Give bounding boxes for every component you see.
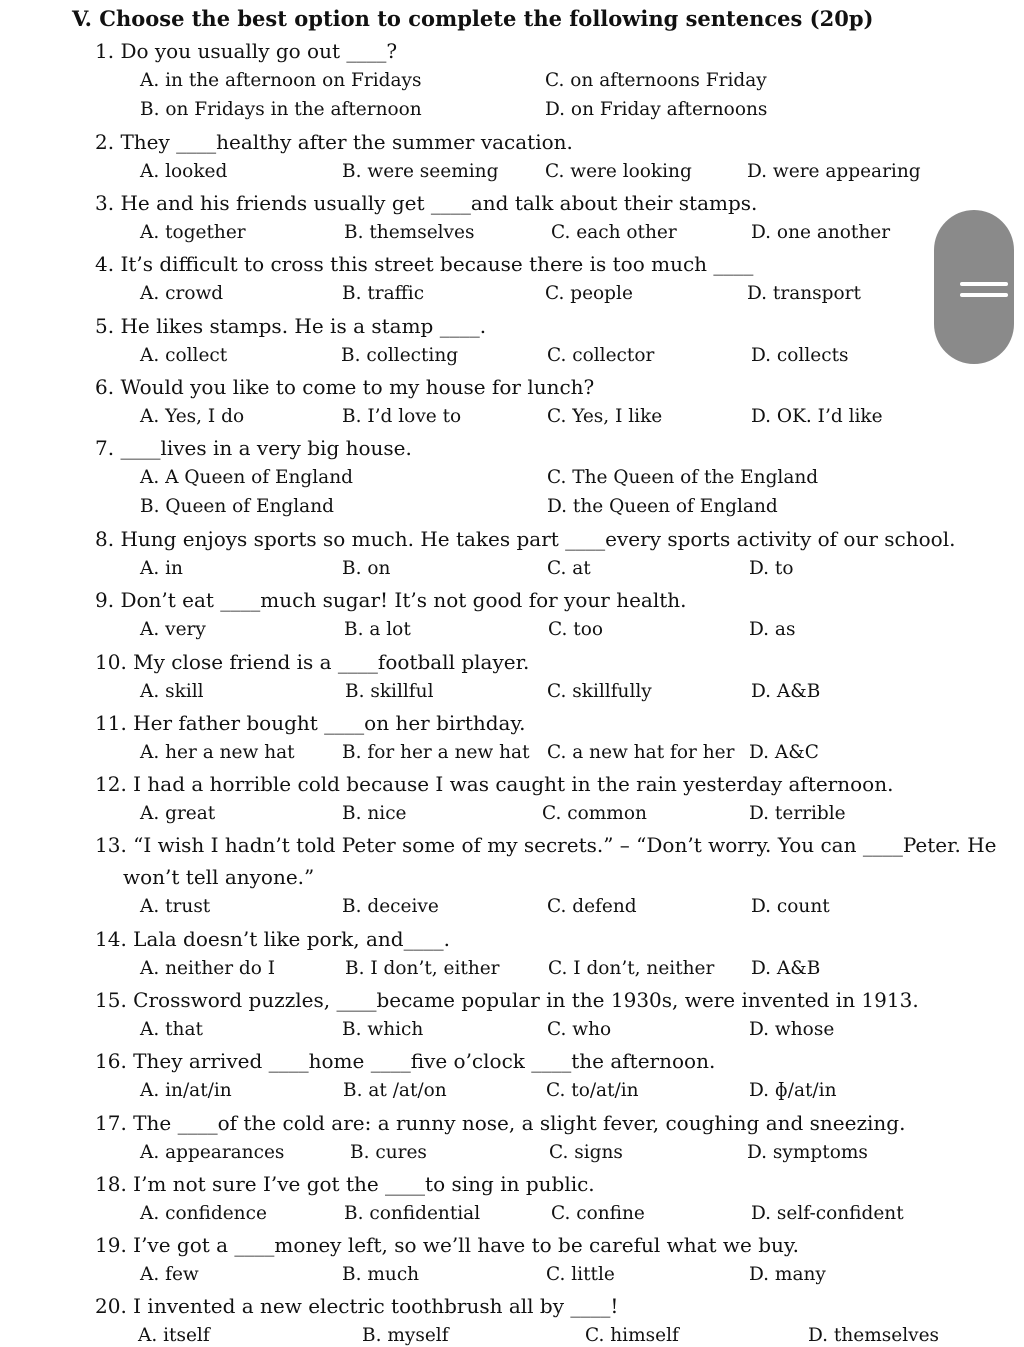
- q12-option-a[interactable]: A. great: [140, 803, 216, 824]
- q17-option-c[interactable]: C. signs: [549, 1142, 623, 1163]
- q2-option-a[interactable]: A. looked: [140, 161, 228, 182]
- question-12: 12. I had a horrible cold because I was caught in the rain yesterday afternoon.: [95, 772, 894, 796]
- q20-option-d[interactable]: D. themselves: [808, 1325, 940, 1346]
- question-10: 10. My close friend is a ____football player.: [95, 650, 530, 674]
- q18-option-b[interactable]: B. confidential: [344, 1203, 481, 1224]
- section-title: V. Choose the best option to complete the following sentences (20p): [72, 6, 874, 31]
- q20-option-c[interactable]: C. himself: [585, 1325, 679, 1346]
- q7-option-b[interactable]: B. Queen of England: [140, 496, 334, 517]
- q10-option-d[interactable]: D. A&B: [751, 681, 821, 702]
- q3-option-c[interactable]: C. each other: [551, 222, 677, 243]
- q9-option-a[interactable]: A. very: [140, 619, 206, 640]
- q8-option-b[interactable]: B. on: [342, 558, 391, 579]
- q13-option-d[interactable]: D. count: [751, 896, 830, 917]
- q5-option-c[interactable]: C. collector: [547, 345, 655, 366]
- q17-option-b[interactable]: B. cures: [350, 1142, 427, 1163]
- q4-option-c[interactable]: C. people: [545, 283, 633, 304]
- question-17: 17. The ____of the cold are: a runny nose, a slight fever, coughing and sneezing.: [95, 1111, 906, 1135]
- question-11: 11. Her father bought ____on her birthday.: [95, 711, 526, 735]
- question-13: 13. “I wish I hadn’t told Peter some of my secrets.” – “Don’t worry. You can ____Peter. He: [95, 833, 997, 857]
- question-2: 2. They ____healthy after the summer vacation.: [95, 130, 573, 154]
- q8-option-a[interactable]: A. in: [140, 558, 183, 579]
- q8-option-d[interactable]: D. to: [749, 558, 794, 579]
- q6-option-b[interactable]: B. I’d love to: [342, 406, 462, 427]
- question-7: 7. ____lives in a very big house.: [95, 436, 412, 460]
- q19-option-a[interactable]: A. few: [140, 1264, 199, 1285]
- question-5: 5. He likes stamps. He is a stamp ____.: [95, 314, 487, 338]
- drag-handle-grip-icon: [960, 293, 1008, 297]
- question-20: 20. I invented a new electric toothbrush all by ____!: [95, 1294, 619, 1318]
- q12-option-b[interactable]: B. nice: [342, 803, 407, 824]
- question-16: 16. They arrived ____home ____five o’clock ____the afternoon.: [95, 1049, 716, 1073]
- question-14: 14. Lala doesn’t like pork, and____.: [95, 927, 450, 951]
- q7-option-c[interactable]: C. The Queen of the England: [547, 467, 819, 488]
- q10-option-c[interactable]: C. skillfully: [547, 681, 652, 702]
- q4-option-d[interactable]: D. transport: [747, 283, 861, 304]
- q7-option-a[interactable]: A. A Queen of England: [140, 467, 353, 488]
- q15-option-d[interactable]: D. whose: [749, 1019, 835, 1040]
- q13-option-c[interactable]: C. defend: [547, 896, 637, 917]
- q20-option-b[interactable]: B. myself: [362, 1325, 449, 1346]
- q5-option-a[interactable]: A. collect: [140, 345, 228, 366]
- q15-option-c[interactable]: C. who: [547, 1019, 612, 1040]
- q17-option-a[interactable]: A. appearances: [140, 1142, 285, 1163]
- q2-option-d[interactable]: D. were appearing: [747, 161, 921, 182]
- q6-option-a[interactable]: A. Yes, I do: [140, 406, 245, 427]
- q5-option-b[interactable]: B. collecting: [341, 345, 459, 366]
- q16-option-c[interactable]: C. to/at/in: [546, 1080, 639, 1101]
- q1-option-c[interactable]: C. on afternoons Friday: [545, 70, 767, 91]
- q13-option-b[interactable]: B. deceive: [342, 896, 439, 917]
- q15-option-a[interactable]: A. that: [140, 1019, 203, 1040]
- q18-option-d[interactable]: D. self-confident: [751, 1203, 904, 1224]
- q10-option-b[interactable]: B. skillful: [345, 681, 434, 702]
- q15-option-b[interactable]: B. which: [342, 1019, 424, 1040]
- question-4: 4. It’s difficult to cross this street because there is too much ____: [95, 252, 754, 276]
- drag-handle[interactable]: [934, 210, 1014, 364]
- q14-option-c[interactable]: C. I don’t, neither: [548, 958, 715, 979]
- q19-option-b[interactable]: B. much: [342, 1264, 420, 1285]
- question-8: 8. Hung enjoys sports so much. He takes part ____every sports activity of our school.: [95, 527, 956, 551]
- question-3: 3. He and his friends usually get ____and talk about their stamps.: [95, 191, 758, 215]
- question-9: 9. Don’t eat ____much sugar! It’s not good for your health.: [95, 588, 687, 612]
- q6-option-d[interactable]: D. OK. I’d like: [751, 406, 883, 427]
- q1-option-b[interactable]: B. on Fridays in the afternoon: [140, 99, 422, 120]
- q3-option-a[interactable]: A. together: [140, 222, 246, 243]
- q9-option-c[interactable]: C. too: [548, 619, 603, 640]
- q11-option-a[interactable]: A. her a new hat: [140, 742, 295, 763]
- q17-option-d[interactable]: D. symptoms: [747, 1142, 868, 1163]
- drag-handle-grip-icon: [960, 282, 1008, 286]
- q11-option-b[interactable]: B. for her a new hat: [342, 742, 530, 763]
- q8-option-c[interactable]: C. at: [547, 558, 591, 579]
- q1-option-d[interactable]: D. on Friday afternoons: [545, 99, 768, 120]
- q20-option-a[interactable]: A. itself: [138, 1325, 210, 1346]
- q11-option-d[interactable]: D. A&C: [749, 742, 819, 763]
- q3-option-b[interactable]: B. themselves: [344, 222, 475, 243]
- q1-option-a[interactable]: A. in the afternoon on Fridays: [140, 70, 422, 91]
- question-1: 1. Do you usually go out ____?: [95, 39, 398, 63]
- q18-option-c[interactable]: C. confine: [551, 1203, 645, 1224]
- question-19: 19. I’ve got a ____money left, so we’ll have to be careful what we buy.: [95, 1233, 799, 1257]
- q19-option-d[interactable]: D. many: [749, 1264, 826, 1285]
- question-15: 15. Crossword puzzles, ____became popular in the 1930s, were invented in 1913.: [95, 988, 919, 1012]
- q18-option-a[interactable]: A. confidence: [140, 1203, 267, 1224]
- q12-option-d[interactable]: D. terrible: [749, 803, 846, 824]
- q4-option-b[interactable]: B. traffic: [342, 283, 425, 304]
- q6-option-c[interactable]: C. Yes, I like: [547, 406, 663, 427]
- q19-option-c[interactable]: C. little: [546, 1264, 615, 1285]
- q2-option-c[interactable]: C. were looking: [545, 161, 692, 182]
- q16-option-a[interactable]: A. in/at/in: [140, 1080, 232, 1101]
- q11-option-c[interactable]: C. a new hat for her: [547, 742, 735, 763]
- q13-option-a[interactable]: A. trust: [140, 896, 211, 917]
- q4-option-a[interactable]: A. crowd: [140, 283, 224, 304]
- q16-option-d[interactable]: D. ɸ/at/in: [749, 1080, 837, 1101]
- question-18: 18. I’m not sure I’ve got the ____to sing in public.: [95, 1172, 595, 1196]
- q12-option-c[interactable]: C. common: [542, 803, 647, 824]
- question-6: 6. Would you like to come to my house for lunch?: [95, 375, 595, 399]
- q14-option-d[interactable]: D. A&B: [751, 958, 821, 979]
- q14-option-b[interactable]: B. I don’t, either: [345, 958, 500, 979]
- q3-option-d[interactable]: D. one another: [751, 222, 891, 243]
- q5-option-d[interactable]: D. collects: [751, 345, 849, 366]
- question-13-continued: won’t tell anyone.”: [123, 865, 315, 889]
- q16-option-b[interactable]: B. at /at/on: [343, 1080, 447, 1101]
- q14-option-a[interactable]: A. neither do I: [140, 958, 276, 979]
- q7-option-d[interactable]: D. the Queen of England: [547, 496, 778, 517]
- q9-option-d[interactable]: D. as: [749, 619, 796, 640]
- q9-option-b[interactable]: B. a lot: [344, 619, 411, 640]
- q10-option-a[interactable]: A. skill: [140, 681, 204, 702]
- q2-option-b[interactable]: B. were seeming: [342, 161, 499, 182]
